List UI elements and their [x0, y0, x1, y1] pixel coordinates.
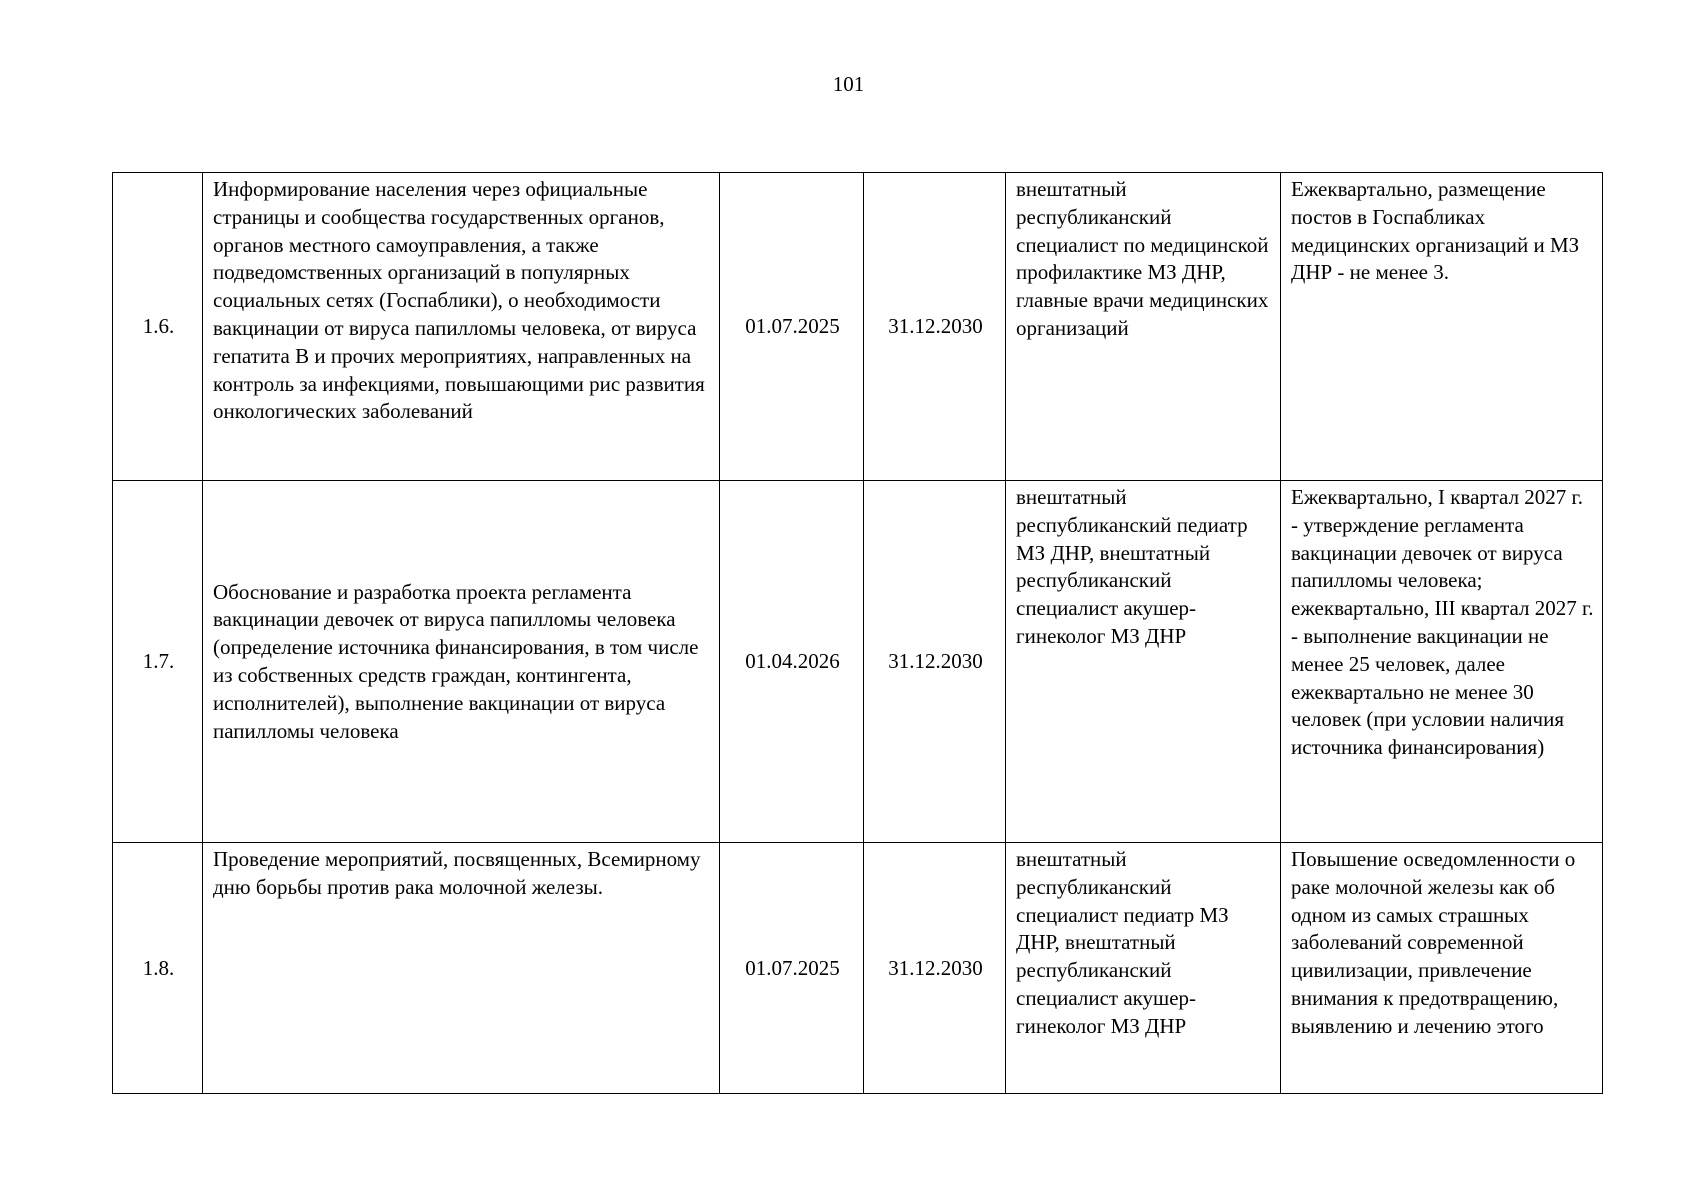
start-date: 01.04.2026 — [720, 481, 864, 843]
table-row — [113, 843, 1603, 1094]
page-number: 101 — [832, 72, 865, 96]
measure-description: Проведение мероприятий, посвященных, Всемирному дню борьбы против рака молочной железы. — [203, 843, 720, 1094]
measure-description: Информирование населения через официальные страницы и сообщества государственных органов, органов местного самоуправления, а также подведомственных организаций в популярных социальных сетях (Госпаблики), о необходимости вакцинации от вируса папилломы человека, от вируса гепатита В и прочих мероприятиях, направленных на контроль за инфекциями, повышающими рис развития онкологических заболеваний — [203, 173, 720, 481]
expected-result: Ежеквартально, I квартал 2027 г. - утверждение регламента вакцинации девочек от вируса папилломы человека; ежеквартально, III квартал 2027 г. - выполнение вакцинации не менее 25 человек, далее ежеквартально не менее 30 человек (при условии наличия источника финансирования) — [1281, 481, 1603, 843]
end-date: 31.12.2030 — [864, 481, 1006, 843]
start-date: 01.07.2025 — [720, 173, 864, 481]
measure-description: Обоснование и разработка проекта регламента вакцинации девочек от вируса папилломы человека (определение источника финансирования, в том числе из собственных средств граждан, контингента, исполнителей), выполнение вакцинации от вируса папилломы человека — [203, 481, 720, 843]
item-number: 1.8. — [113, 843, 203, 1094]
table-row — [113, 173, 1603, 481]
expected-result: Ежеквартально, размещение постов в Госпабликах медицинских организаций и МЗ ДНР - не менее 3. — [1281, 173, 1603, 481]
start-date: 01.07.2025 — [720, 843, 864, 1094]
end-date: 31.12.2030 — [864, 173, 1006, 481]
responsible-executor: внештатный республиканский специалист по медицинской профилактике МЗ ДНР, главные врачи медицинских организаций — [1006, 173, 1281, 481]
item-number: 1.7. — [113, 481, 203, 843]
measures-table — [112, 172, 1603, 1094]
responsible-executor: внештатный республиканский специалист педиатр МЗ ДНР, внештатный республиканский специалист акушер-гинеколог МЗ ДНР — [1006, 843, 1281, 1094]
responsible-executor: внештатный республиканский педиатр МЗ ДНР, внештатный республиканский специалист акушер-гинеколог МЗ ДНР — [1006, 481, 1281, 843]
end-date: 31.12.2030 — [864, 843, 1006, 1094]
expected-result: Повышение осведомленности о раке молочной железы как об одном из самых страшных заболеваний современной цивилизации, привлечение внимания к предотвращению, выявлению и лечению этого — [1281, 843, 1603, 1094]
table-row — [113, 481, 1603, 843]
item-number: 1.6. — [113, 173, 203, 481]
